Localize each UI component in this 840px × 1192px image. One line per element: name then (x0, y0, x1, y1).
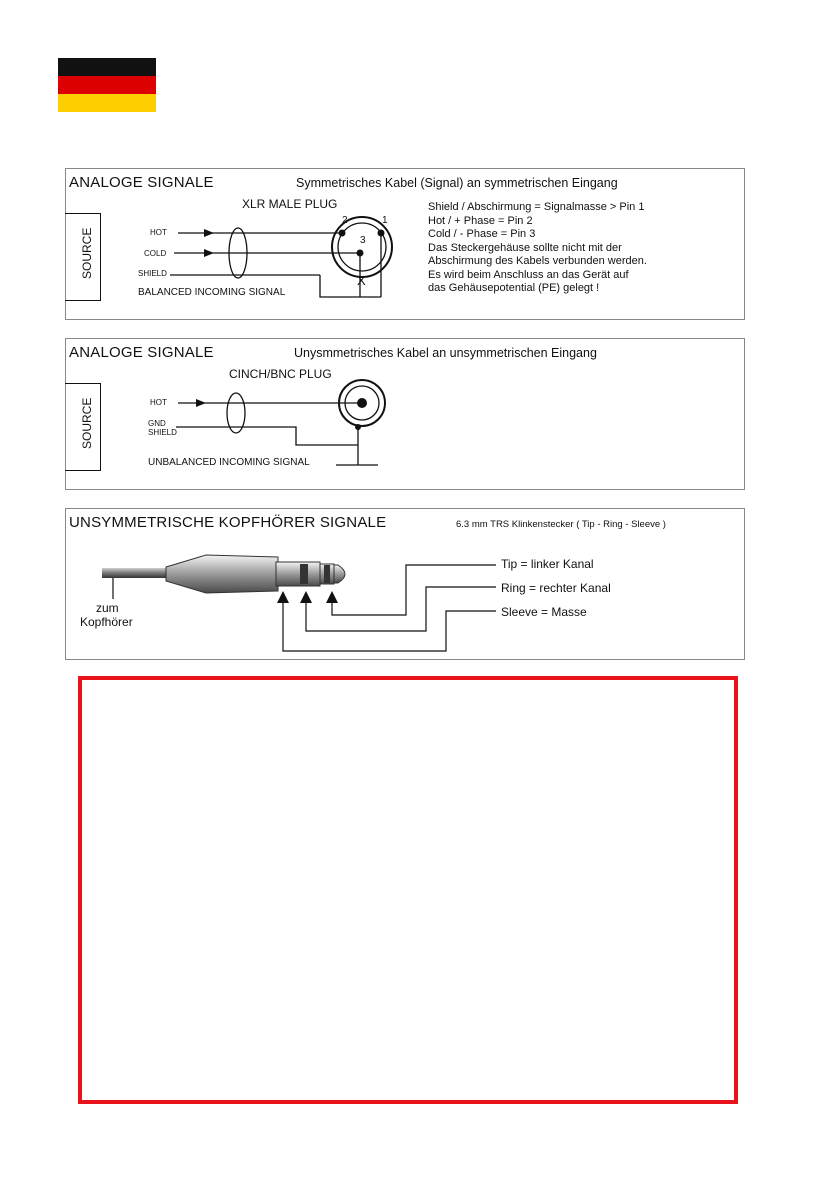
kopfhoerer-label: Kopfhörer (80, 615, 133, 629)
cinch-plug-label: CINCH/BNC PLUG (229, 367, 332, 381)
pin-1-label: 1 (382, 215, 388, 226)
note-line: Das Steckergehäuse sollte nicht mit der (428, 241, 622, 254)
cross-mark: X (357, 273, 366, 288)
panel-title: ANALOGE SIGNALE (69, 344, 214, 361)
shield-wire-label: SHIELD (138, 269, 167, 278)
xlr-plug-label: XLR MALE PLUG (242, 197, 338, 211)
pin-2-label: 2 (342, 215, 348, 226)
note-line: Es wird beim Anschluss an das Gerät auf (428, 268, 629, 281)
sleeve-legend: Sleeve = Masse (501, 605, 587, 619)
xlr-wiring-diagram (66, 169, 746, 321)
source-label: SOURCE (80, 397, 94, 449)
note-line: Shield / Abschirmung = Signalmasse > Pin 1 (428, 201, 645, 213)
gnd-wire-label: GND (148, 419, 166, 428)
unbalanced-signal-panel (65, 338, 745, 490)
panel-subtitle: Unysmmetrisches Kabel an unsymmetrischen Eingang (294, 346, 597, 360)
panel-title: UNSYMMETRISCHE KOPFHÖRER SIGNALE (69, 514, 387, 531)
trs-jack-diagram (66, 509, 746, 661)
panel-subtitle: Symmetrisches Kabel (Signal) an symmetrischen Eingang (296, 176, 618, 190)
cinch-wiring-diagram (66, 339, 746, 491)
note-line: Abschirmung des Kabels verbunden werden. (428, 255, 647, 267)
tip-legend: Tip = linker Kanal (501, 557, 594, 571)
balanced-signal-label: BALANCED INCOMING SIGNAL (138, 287, 286, 298)
balanced-signal-panel (65, 168, 745, 320)
notice-frame (78, 676, 738, 1104)
source-label: SOURCE (80, 227, 94, 279)
unbalanced-signal-label: UNBALANCED INCOMING SIGNAL (148, 457, 310, 468)
hot-wire-label: HOT (150, 228, 167, 237)
shield-wire-label: SHIELD (148, 428, 177, 437)
hot-wire-label: HOT (150, 398, 167, 407)
zum-label: zum (96, 601, 119, 615)
note-line: Cold / - Phase = Pin 3 (428, 228, 536, 240)
panel-subtitle: 6.3 mm TRS Klinkenstecker ( Tip - Ring - Sleeve ) (456, 519, 666, 530)
cold-wire-label: COLD (144, 249, 167, 258)
headphone-signal-panel (65, 508, 745, 660)
german-flag (58, 58, 156, 112)
pin-3-label: 3 (360, 235, 366, 246)
ring-legend: Ring = rechter Kanal (501, 581, 611, 595)
note-line: Hot / + Phase = Pin 2 (428, 214, 533, 227)
note-line: das Gehäusepotential (PE) gelegt ! (428, 282, 600, 294)
panel-title: ANALOGE SIGNALE (69, 174, 214, 191)
